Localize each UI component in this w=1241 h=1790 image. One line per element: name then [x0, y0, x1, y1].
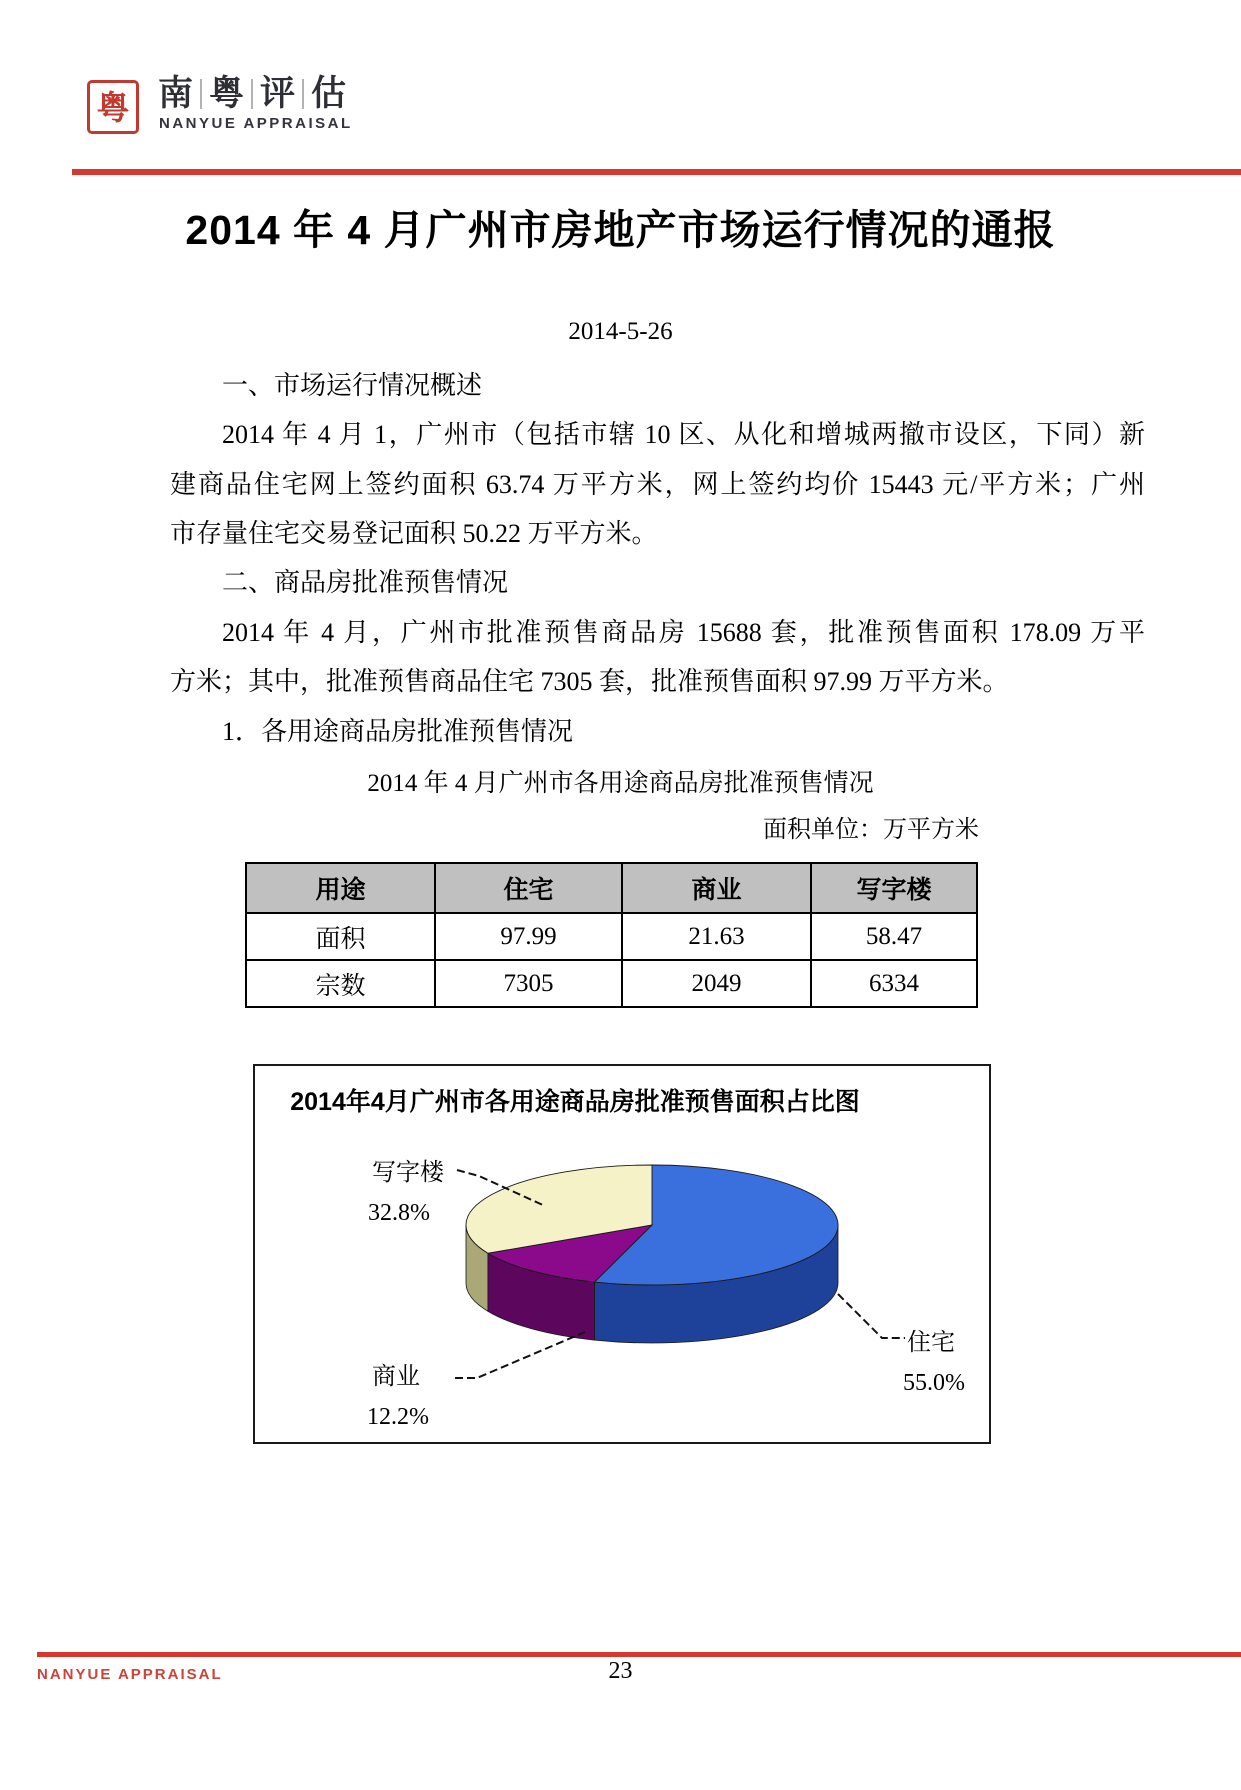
table-cell: 21.63: [622, 913, 811, 960]
pie-chart: [255, 1066, 989, 1442]
table-cell: 7305: [435, 960, 622, 1007]
chart-title: 2014年4月广州市各用途商品房批准预售面积占比图: [290, 1088, 860, 1116]
paragraph-line: 2014 年 4 月 1，广州市（包括市辖 10 区、从化和增城两撤市设区，下同）新: [222, 420, 1145, 449]
brand-divider: [251, 79, 253, 109]
paragraph-line: 市存量住宅交易登记面积 50.22 万平方米。: [170, 519, 658, 548]
document-date: 2014-5-26: [568, 318, 673, 345]
table-cell: 58.47: [811, 913, 977, 960]
table-cell: 2049: [622, 960, 811, 1007]
section-heading-2: 二、商品房批准预售情况: [222, 568, 509, 597]
pie-slice-label: 商业: [372, 1364, 420, 1390]
table-header-row: [246, 863, 977, 913]
table-cell: 6334: [811, 960, 977, 1007]
pie-leader-line: [838, 1294, 905, 1338]
unit-note: 面积单位：万平方米: [763, 817, 979, 843]
paragraph-line: 建商品住宅网上签约面积 63.74 万平方米，网上签约均价 15443 元/平方米；广州: [170, 470, 1145, 499]
company-subtitle: NANYUE APPRAISAL: [159, 115, 353, 132]
pie-slice-label: 住宅: [907, 1330, 955, 1356]
pie-slice-percentage: 55.0%: [903, 1370, 965, 1396]
table-header-cell: 用途: [246, 863, 435, 913]
company-brand: [158, 76, 346, 111]
pie-chart-panel: [253, 1064, 991, 1444]
table-row: [246, 913, 977, 960]
table-cell: 面积: [246, 913, 435, 960]
presale-table: [245, 862, 978, 1008]
section-heading-3: 1．各用途商品房批准预售情况: [222, 717, 574, 746]
table-cell: 97.99: [435, 913, 622, 960]
page-number: 23: [608, 1658, 633, 1684]
pie-slice-percentage: 12.2%: [367, 1404, 429, 1430]
footer-brand: NANYUE APPRAISAL: [37, 1666, 223, 1683]
footer-rule: [37, 1652, 1241, 1657]
brand-divider: [200, 79, 202, 109]
brand-char: 评: [260, 74, 296, 113]
paragraph-line: 2014 年 4 月，广州市批准预售商品房 15688 套，批准预售面积 178.09 万平: [222, 618, 1145, 647]
section-heading-1: 一、市场运行情况概述: [222, 371, 483, 400]
pie-slice-label: 写字楼: [372, 1160, 444, 1186]
table-caption: 2014 年 4 月广州市各用途商品房批准预售情况: [367, 770, 874, 797]
paragraph-line: 方米；其中，批准预售商品住宅 7305 套，批准预售面积 97.99 万平方米。: [170, 667, 1009, 696]
table-header-cell: 商业: [622, 863, 811, 913]
table-cell: 宗数: [246, 960, 435, 1007]
header-rule: [72, 169, 1241, 175]
brand-divider: [302, 79, 304, 109]
brand-char: 南: [158, 74, 194, 113]
pie-leader-line: [455, 1332, 585, 1378]
table-header-cell: 住宅: [435, 863, 622, 913]
seal-character: 粤: [96, 88, 130, 126]
brand-char: 粤: [209, 74, 245, 113]
page-title: 2014 年 4 月广州市房地产市场运行情况的通报: [185, 207, 1056, 253]
table-row: [246, 960, 977, 1007]
company-seal-icon: [87, 80, 139, 134]
brand-char: 估: [311, 74, 347, 113]
table-header-cell: 写字楼: [811, 863, 977, 913]
pie-slice-percentage: 32.8%: [368, 1200, 430, 1226]
